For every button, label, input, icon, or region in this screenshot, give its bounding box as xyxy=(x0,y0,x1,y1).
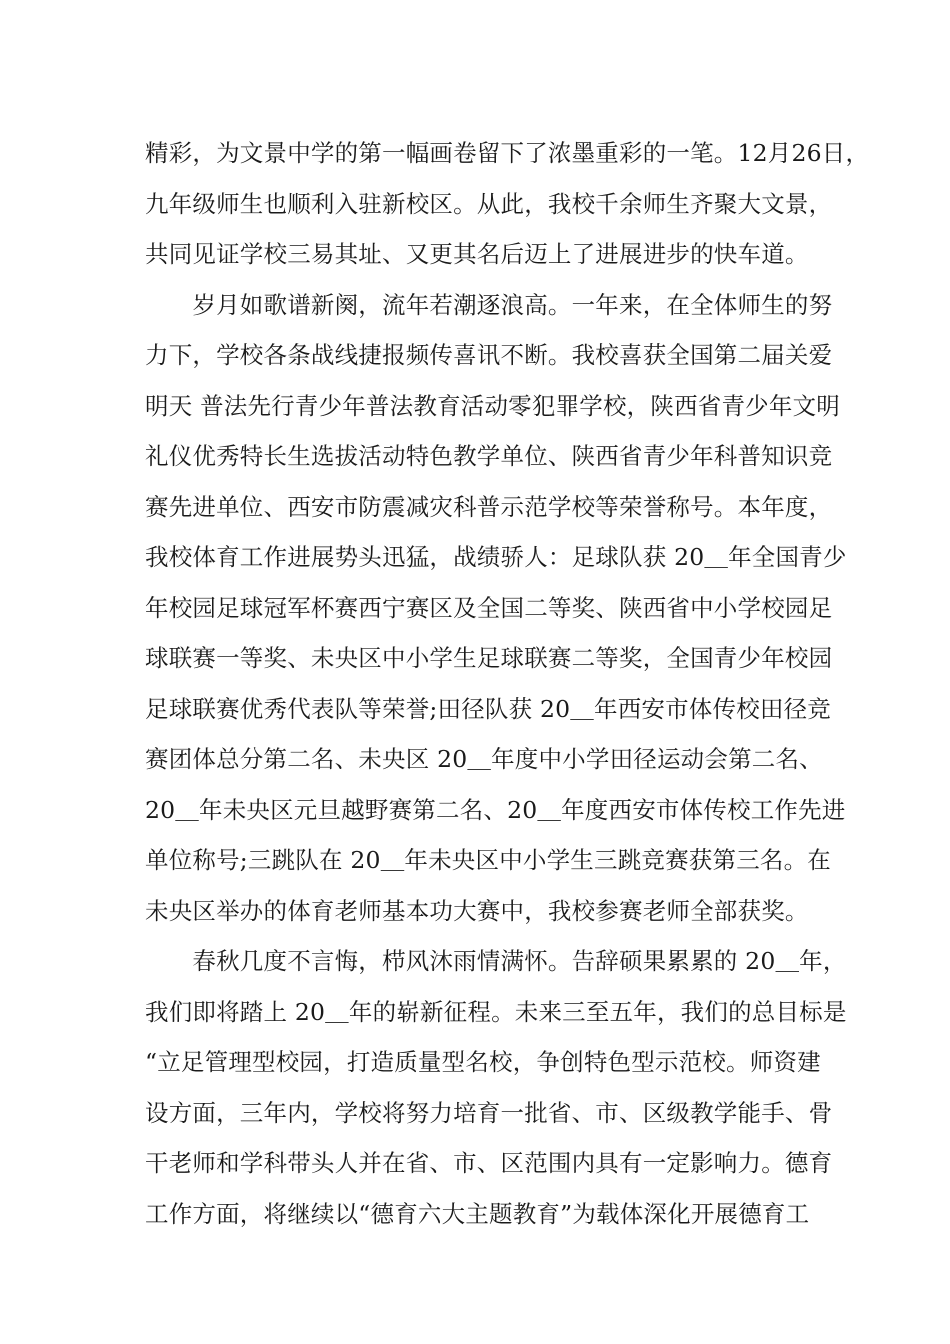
text-line-20: 设方面，三年内，学校将努力培育一批省、市、区级教学能手、骨 xyxy=(145,1098,833,1127)
text-line-3: 共同见证学校三易其址、又更其名后迈上了进展进步的快车道。 xyxy=(145,240,809,268)
text-line-19: “立足管理型校园，打造质量型名校，争创特色型示范校。师资建 xyxy=(145,1048,821,1076)
text-line-2: 九年级师生也顺利入驻新校区。从此，我校千余师生齐聚大文景， xyxy=(145,189,833,218)
text-line-13: 赛团体总分第二名、未央区 20＿年度中小学田径运动会第二名、 xyxy=(145,745,823,773)
text-line-5: 力下，学校各条战线捷报频传喜讯不断。我校喜获全国第二届关爱 xyxy=(145,341,833,369)
text-line-4: 岁月如歌谱新阕，流年若潮逐浪高。一年来，在全体师生的努 xyxy=(145,290,833,319)
text-line-1: 精彩，为文景中学的第一幅画卷留下了浓墨重彩的一笔。12月26日， xyxy=(145,139,870,167)
text-line-18: 我们即将踏上 20＿年的崭新征程。未来三至五年，我们的总目标是 xyxy=(145,997,847,1026)
text-line-10: 年校园足球冠军杯赛西宁赛区及全国二等奖、陕西省中小学校园足 xyxy=(145,593,833,622)
text-line-16: 未央区举办的体育老师基本功大赛中，我校参赛老师全部获奖。 xyxy=(145,896,809,925)
text-line-8: 赛先进单位、西安市防震减灾科普示范学校等荣誉称号。本年度， xyxy=(145,492,833,521)
text-line-17: 春秋几度不言悔，栉风沐雨情满怀。告辞硕果累累的 20＿年， xyxy=(145,947,847,975)
text-line-11: 球联赛一等奖、未央区中小学生足球联赛二等奖，全国青少年校园 xyxy=(145,644,833,672)
text-line-14: 20＿年未央区元旦越野赛第二名、20＿年度西安市体传校工作先进 xyxy=(145,795,846,824)
text-line-21: 干老师和学科带头人并在省、市、区范围内具有一定影响力。德育 xyxy=(145,1149,833,1177)
text-line-9: 我校体育工作进展势头迅猛，战绩骄人：足球队获 20＿年全国青少 xyxy=(145,543,847,571)
text-line-7: 礼仪优秀特长生选拔活动特色教学单位、陕西省青少年科普知识竞 xyxy=(145,442,833,470)
body-text xyxy=(145,128,870,1239)
text-line-12: 足球联赛优秀代表队等荣誉;田径队获 20＿年西安市体传校田径竞 xyxy=(145,694,831,723)
text-line-22: 工作方面，将继续以“德育六大主题教育”为载体深化开展德育工 xyxy=(145,1199,810,1228)
text-line-6: 明天 普法先行青少年普法教育活动零犯罪学校，陕西省青少年文明 xyxy=(145,391,840,420)
text-line-15: 单位称号;三跳队在 20＿年未央区中小学生三跳竞赛获第三名。在 xyxy=(145,846,831,874)
